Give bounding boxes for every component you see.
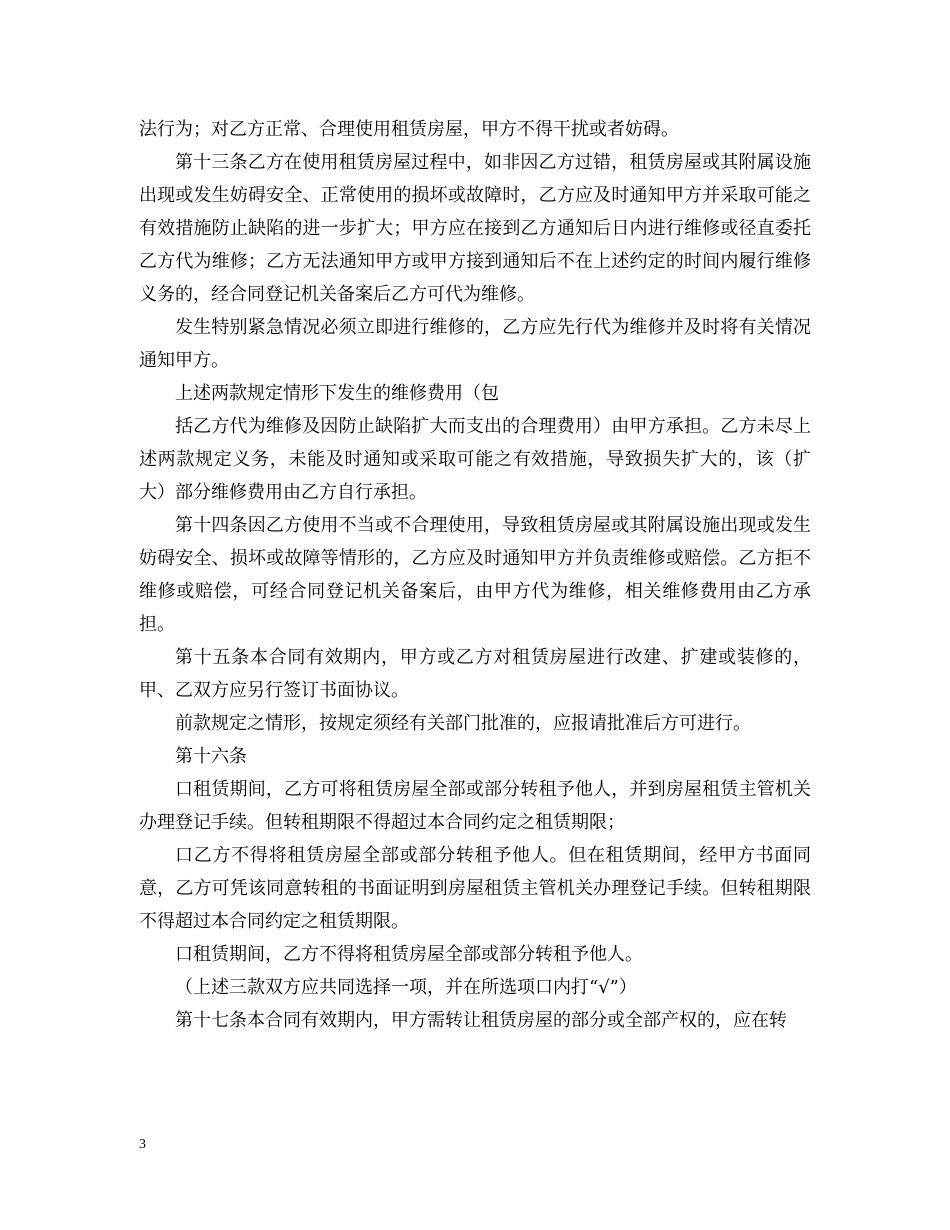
- paragraph-article-13-emergency: 发生特别紧急情况必须立即进行维修的，乙方应先行代为维修并及时将有关情况通知甲方。: [139, 317, 811, 371]
- paragraph-article-14: 第十四条因乙方使用不当或不合理使用，导致租赁房屋或其附属设施出现或发生妨碍安全、损坏或故障等情形的，乙方应及时通知甲方并负责维修或赔偿。乙方拒不维修或赔偿，可经合同登记机关备案后，由甲方代为维修，相关维修费用由乙方承担。: [139, 515, 811, 635]
- paragraph-article-15: 第十五条本合同有效期内，甲方或乙方对租赁房屋进行改建、扩建或装修的，甲、乙双方应另行签订书面协议。: [139, 647, 811, 701]
- paragraph-article-15-approval: 前款规定之情形，按规定须经有关部门批准的，应报请批准后方可进行。: [175, 713, 751, 734]
- paragraph-article-13-costs-start: 上述两款规定情形下发生的维修费用（包: [175, 383, 499, 404]
- paragraph-article-17: 第十七条本合同有效期内，甲方需转让租赁房屋的部分或全部产权的，应在转: [175, 1010, 787, 1031]
- paragraph-article-16-heading: 第十六条: [175, 746, 247, 767]
- page-number: 3: [139, 1137, 146, 1152]
- paragraph-article-13-costs: 括乙方代为维修及因防止缺陷扩大而支出的合理费用）由甲方承担。乙方未尽上述两款规定义务，未能及时通知或采取可能之有效措施，导致损失扩大的，该（扩大）部分维修费用由乙方自行承担。: [139, 416, 811, 503]
- paragraph-continued: 法行为；对乙方正常、合理使用租赁房屋，甲方不得干扰或者妨碍。: [139, 119, 679, 140]
- paragraph-article-16-option-3: 口租赁期间，乙方不得将租赁房屋全部或部分转租予他人。: [175, 944, 643, 965]
- paragraph-article-16-note: （上述三款双方应共同选择一项，并在所选项口内打“√”）: [175, 977, 637, 998]
- paragraph-article-16-option-1: 口租赁期间，乙方可将租赁房屋全部或部分转租予他人，并到房屋租赁主管机关办理登记手续。但转租期限不得超过本合同约定之租赁期限；: [139, 779, 811, 833]
- paragraph-article-16-option-2: 口乙方不得将租赁房屋全部或部分转租予他人。但在租赁期间，经甲方书面同意，乙方可凭该同意转租的书面证明到房屋租赁主管机关办理登记手续。但转租期限不得超过本合同约定之租赁期限。: [139, 845, 811, 932]
- paragraph-article-13-repair: 第十三条乙方在使用租赁房屋过程中，如非因乙方过错，租赁房屋或其附属设施出现或发生妨碍安全、正常使用的损坏或故障时，乙方应及时通知甲方并采取可能之有效措施防止缺陷的进一步扩大；甲方应在接到乙方通知后日内进行维修或径直委托乙方代为维修；乙方无法通知甲方或甲方接到通知后不在上述约定的时间内履行维修义务的，经合同登记机关备案后乙方可代为维修。: [139, 152, 811, 305]
- document-body: [139, 113, 811, 1037]
